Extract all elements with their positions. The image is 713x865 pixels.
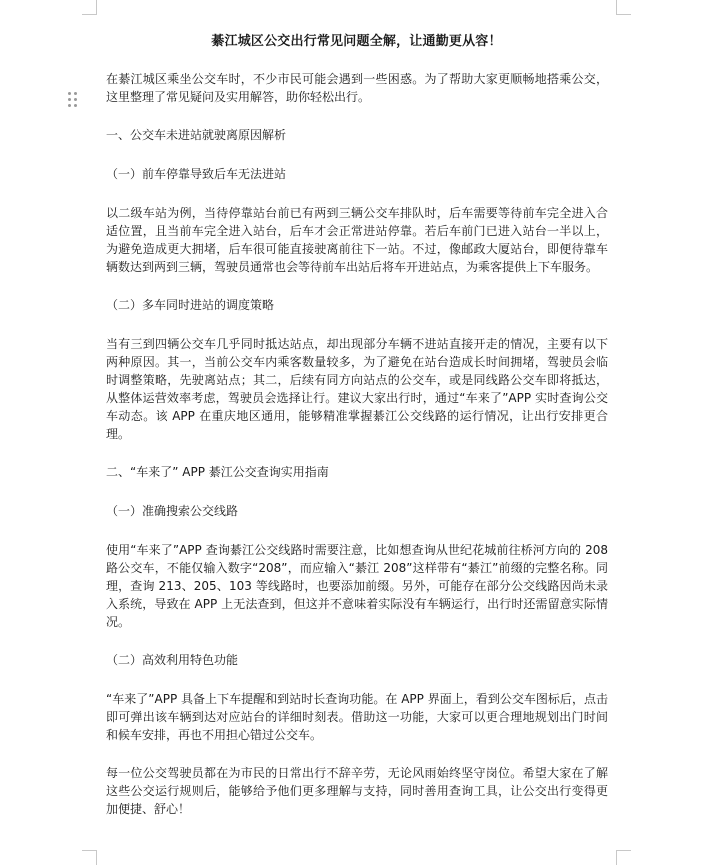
crop-mark-top-left — [82, 0, 97, 15]
subsection-heading-2-1: （一）准确搜索公交线路 — [106, 504, 239, 518]
crop-mark-bottom-right — [616, 850, 631, 865]
closing-paragraph: 每一位公交驾驶员都在为市民的日常出行不辞辛劳，无论风雨始终坚守岗位。希望大家在了解这些公交运行规则后，能够给予他们更多理解与支持，同时善用查询工具，让公交出行变得更加便捷、舒心！ — [106, 766, 608, 816]
subsection-heading-1-1: （一）前车停靠导致后车无法进站 — [106, 167, 287, 181]
drag-handle-icon[interactable] — [68, 92, 78, 108]
subsection-heading-2-2: （二）高效利用特色功能 — [106, 653, 239, 667]
document-body — [106, 70, 608, 838]
paragraph-2-2: “车来了”APP 具备上下车提醒和到站时长查询功能。在 APP 界面上，看到公交车图标后，点击即可弹出该车辆到达对应站台的详细时刻表。借助这一功能，大家可以更合理地规划出门时间和候车安排，再也不用担心错过公交车。 — [106, 692, 608, 742]
paragraph-2-1: 使用“车来了”APP 查询綦江公交线路时需要注意，比如想查询从世纪花城前往桥河方向的 208 路公交车，不能仅输入数字“208”，而应输入“綦江 208”这样带有“綦江”前缀的完整名称。同理，查询 213、205、103 等线路时，也要添加前缀。另外，可能存在部分公交线路因尚未录入系统，导致在 APP 上无法查到，但这并不意味着实际没有车辆运行，出行时还需留意实际情况。 — [106, 543, 608, 629]
paragraph-1-1: 以二级车站为例，当待停靠站台前已有两到三辆公交车排队时，后车需要等待前车完全进入合适位置，且当前车完全进入站台，后车才会正常进站停靠。若后车前门已进入站台一半以上，为避免造成更大拥堵，后车很可能直接驶离前往下一站。不过，像邮政大厦站台，即便待靠车辆数达到两到三辆，驾驶员通常也会等待前车出站后将车开进站点，为乘客提供上下车服务。 — [106, 206, 608, 274]
crop-mark-top-right — [616, 0, 631, 15]
document-title: 綦江城区公交出行常见问题全解，让通勤更从容！ — [211, 34, 502, 49]
section-heading-1: 一、公交车未进站就驶离原因解析 — [106, 128, 287, 142]
subsection-heading-1-2: （二）多车同时进站的调度策略 — [106, 298, 275, 312]
intro-paragraph: 在綦江城区乘坐公交车时，不少市民可能会遇到一些困惑。为了帮助大家更顺畅地搭乘公交，这里整理了常见疑问及实用解答，助你轻松出行。 — [106, 72, 608, 104]
section-heading-2: 二、“车来了” APP 綦江公交查询实用指南 — [106, 465, 329, 479]
crop-mark-bottom-left — [82, 850, 97, 865]
paragraph-1-2: 当有三到四辆公交车几乎同时抵达站点，却出现部分车辆不进站直接开走的情况，主要有以下两种原因。其一，当前公交车内乘客数量较多，为了避免在站台造成长时间拥堵，驾驶员会临时调整策略，先驶离站点；其二，后续有同方向站点的公交车，或是同线路公交车即将抵达，从整体运营效率考虑，驾驶员会选择让行。建议大家出行时，通过“车来了”APP 实时查询公交车动态。该 APP 在重庆地区通用，能够精准掌握綦江公交线路的运行情况，让出行安排更合理。 — [106, 337, 608, 441]
